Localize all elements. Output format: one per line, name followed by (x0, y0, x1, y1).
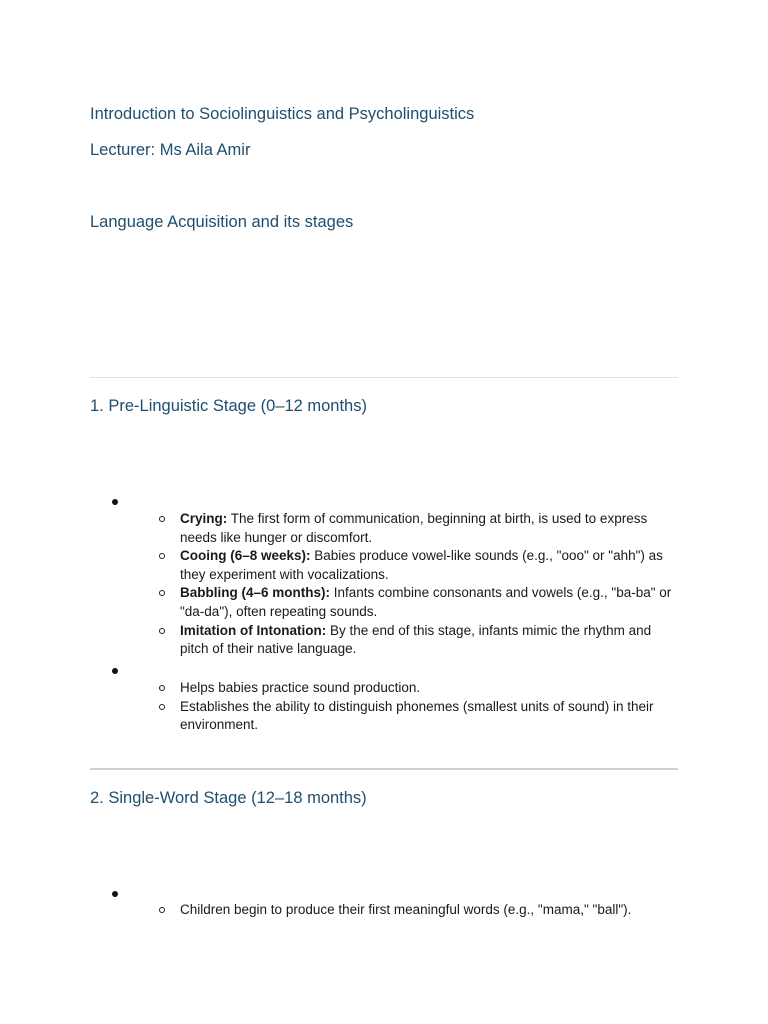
item-text: Babies produce vowel-like sounds (e.g., "ooo" or "ahh") as they experiment with vocalizations. (180, 548, 663, 582)
course-title: Introduction to Sociolinguistics and Psycholinguistics (90, 105, 475, 123)
list-item (180, 584, 680, 621)
item-text: Infants combine consonants and vowels (e.g., "ba-ba" or "da-da"), often repeating sounds. (180, 585, 672, 619)
section-heading-pre-linguistic: 1. Pre-Linguistic Stage (0–12 months) (90, 397, 367, 415)
item-term: Cooing (6–8 weeks): (180, 548, 311, 564)
list-item (180, 547, 680, 584)
item-term: Crying: (180, 511, 228, 526)
item-text: By the end of this stage, infants mimic the rhythm and pitch of their native language. (180, 622, 652, 657)
pre-linguistic-features-list (180, 510, 680, 659)
section-divider (90, 768, 678, 770)
list-item (180, 510, 680, 547)
item-term: Imitation of Intonation: (180, 622, 327, 638)
bullet-point (112, 499, 118, 505)
item-text: Helps babies practice sound production. (180, 680, 421, 695)
list-item (180, 901, 680, 920)
list-item (180, 698, 680, 735)
lecturer-line: Lecturer: Ms Aila Amir (90, 141, 251, 159)
item-text: The first form of communication, beginning at birth, is used to express needs like hunger or discomfort. (180, 511, 648, 545)
section-divider (90, 377, 678, 378)
item-text: Establishes the ability to distinguish phonemes (smallest units of sound) in their environment. (180, 698, 654, 733)
bullet-point (112, 891, 118, 897)
single-word-list (180, 901, 680, 920)
pre-linguistic-benefits-list (180, 679, 680, 735)
bullet-point (112, 668, 118, 674)
topic-heading: Language Acquisition and its stages (90, 213, 354, 231)
section-heading-single-word: 2. Single-Word Stage (12–18 months) (90, 789, 367, 807)
item-term: Babbling (4–6 months): (180, 585, 331, 601)
item-text: Children begin to produce their first meaningful words (e.g., "mama," "ball"). (180, 902, 632, 917)
list-item (180, 679, 680, 698)
list-item (180, 622, 680, 659)
